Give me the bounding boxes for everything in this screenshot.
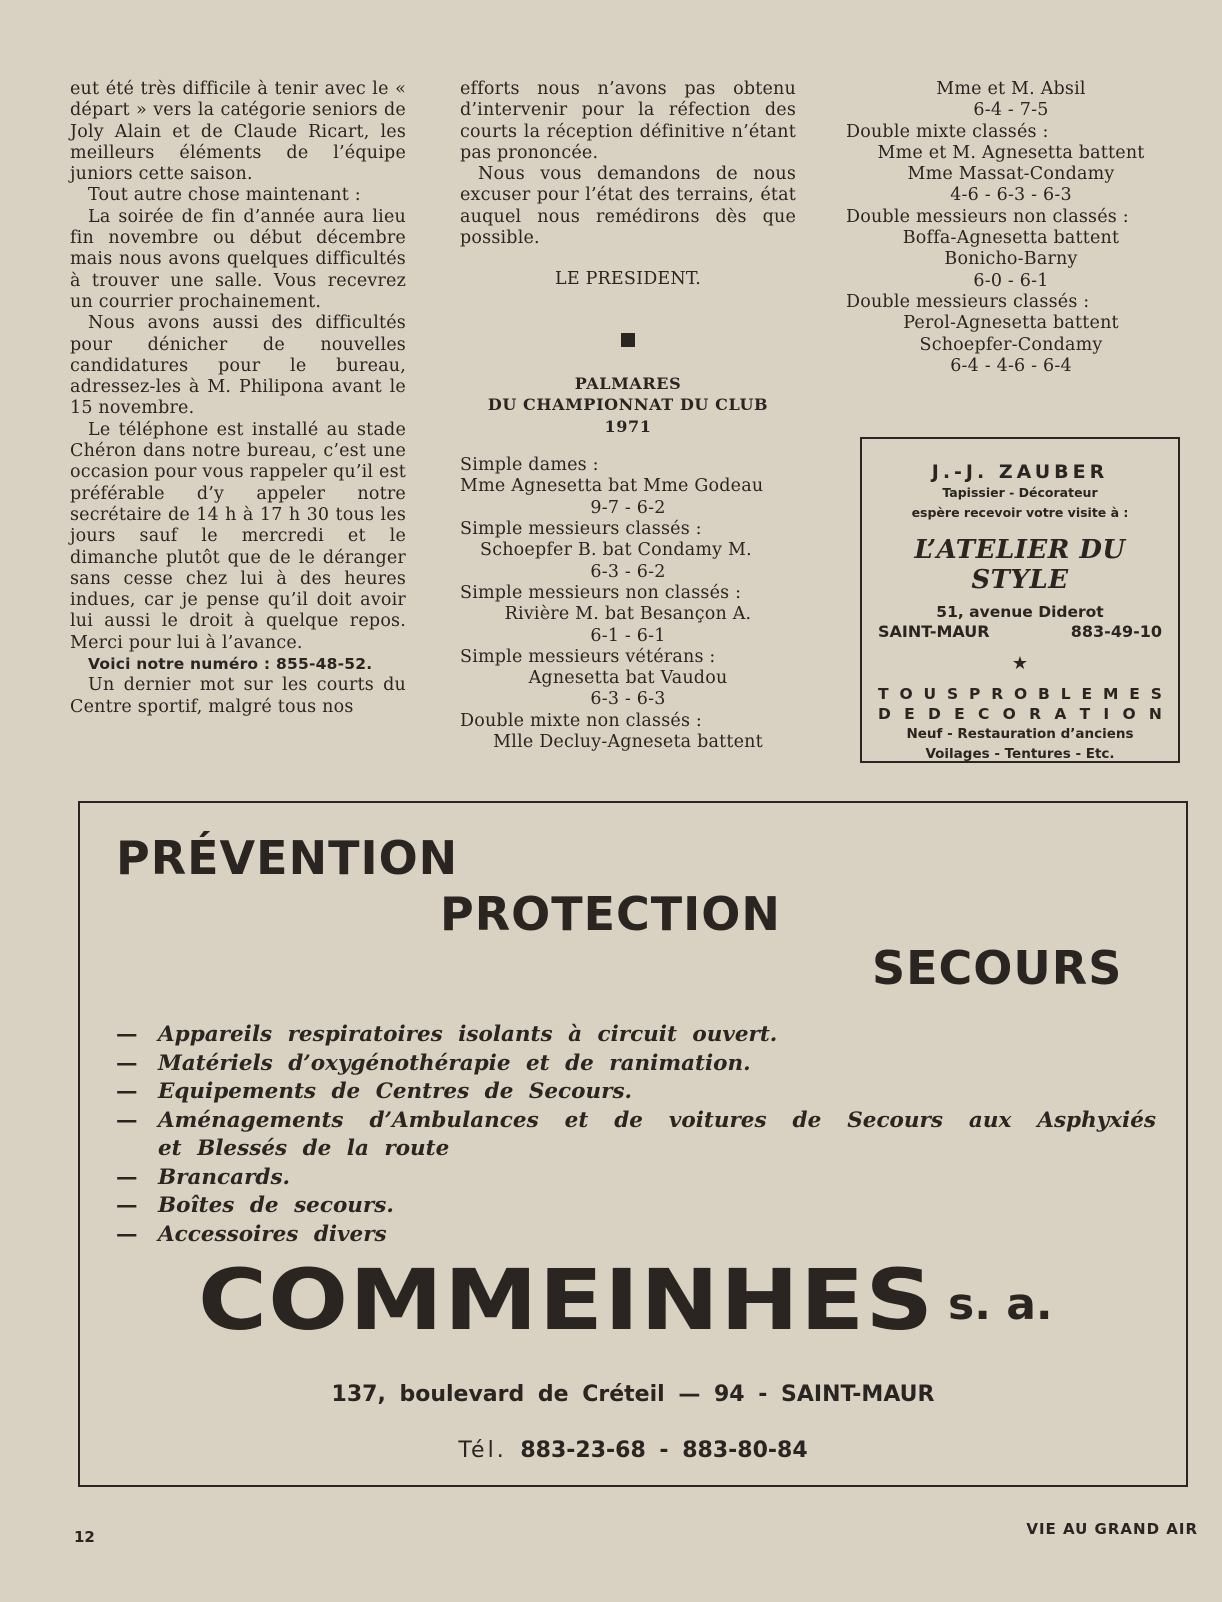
- list-item: [116, 1050, 1156, 1079]
- dash: —: [116, 1193, 138, 1218]
- result-line: Schoepfer B. bat Condamy M.: [480, 540, 752, 561]
- section-separator: [621, 333, 635, 347]
- list-item-text: Brancards.: [158, 1164, 291, 1190]
- article-column-1: [70, 79, 406, 718]
- list-item-text: Accessoires divers: [158, 1221, 387, 1247]
- palmares-year: 1971: [604, 416, 652, 436]
- list-item-text: Appareils respiratoires isolants à circuit ouvert.: [158, 1022, 778, 1047]
- paragraph: Le téléphone est installé au stade Chéron dans notre bureau, c’est une occasion pour vous rappeler qu’il est préférable d’y appeler notre secrétaire de 14 h à 17 h 30 tous les jours sauf le mercredi et le dimanche plutôt que de le déranger sans cesse chez lui à des heures indues, car je pense qu’il doit avoir lui aussi le droit à quelque repos. Merci pour lui à l’avance.: [70, 419, 406, 653]
- result-line: Mme Agnesetta bat Mme Godeau: [460, 476, 764, 497]
- heading-prevention: PRÉVENTION: [116, 831, 459, 885]
- list-item-text: Equipements de Centres de Secours.: [158, 1079, 633, 1104]
- result-line: Boffa-Agnesetta battent: [902, 228, 1120, 249]
- phone-label: Voici notre numéro :: [88, 655, 271, 674]
- list-item: [116, 1164, 1156, 1193]
- shop-street: 51, avenue Diderot: [936, 603, 1104, 621]
- dash: —: [116, 1107, 138, 1133]
- result-line: Bonicho-Barny: [944, 249, 1078, 270]
- list-item: [116, 1021, 1156, 1050]
- list-item: [116, 1221, 1156, 1250]
- article-column-3: [846, 79, 1176, 377]
- paragraph: Un dernier mot sur les courts du Centre sportif, malgré tous nos: [70, 675, 406, 717]
- shop-city: SAINT-MAUR: [878, 622, 990, 641]
- result-line: Mme Massat-Condamy: [907, 164, 1115, 185]
- result-line: Schoepfer-Condamy: [919, 334, 1103, 355]
- result-category: Double mixte non classés :: [460, 710, 702, 731]
- dash: —: [116, 1164, 138, 1190]
- dash: —: [116, 1079, 138, 1104]
- result-score: 6-0 - 6-1: [973, 270, 1049, 291]
- advertiser-name: J.-J. ZAUBER: [931, 461, 1109, 483]
- dash: —: [116, 1022, 138, 1047]
- list-item-text: Matériels d’oxygénothérapie et de ranimation.: [158, 1050, 751, 1076]
- phone-paragraph: [70, 654, 406, 675]
- commeinhes-advertisement: [78, 801, 1188, 1487]
- page-number: 12: [74, 1528, 95, 1546]
- dash: —: [116, 1221, 138, 1247]
- paragraph: La soirée de fin d’année aura lieu fin novembre ou début décembre mais nous avons quelques difficultés à trouver une salle. Vous recevrez un courrier prochainement.: [70, 206, 406, 312]
- heading-secours: SECOURS: [872, 941, 1123, 995]
- phone-numbers: 883-23-68 - 883-80-84: [520, 1438, 808, 1463]
- shop-phone: 883-49-10: [1070, 622, 1162, 641]
- palmares-heading-line: PALMARES: [574, 373, 682, 393]
- list-item: [116, 1107, 1156, 1136]
- slogan-line-1: T O U S P R O B L E M E S: [878, 685, 1162, 703]
- list-item-text: Aménagements d’Ambulances et de voitures de Secours aux Asphyxiés: [158, 1107, 1156, 1133]
- services-line: Neuf - Restauration d’anciens: [906, 726, 1134, 742]
- slogan-line-2: D E D E C O R A T I O N: [878, 705, 1162, 723]
- article-column-2: [460, 79, 796, 753]
- result-line: Perol-Agnesetta battent: [903, 313, 1119, 334]
- phone-number: 855-48-52.: [276, 655, 373, 674]
- star-icon: ★: [1011, 653, 1029, 674]
- result-category: Simple messieurs vétérans :: [460, 646, 716, 667]
- shop-city-phone: [862, 622, 1178, 641]
- result-category: Simple dames :: [460, 455, 599, 476]
- list-item-continuation: et Blessés de la route: [158, 1136, 450, 1161]
- palmares-heading-line: DU CHAMPIONNAT DU CLUB: [487, 395, 769, 415]
- result-score: 6-4 - 7-5: [973, 100, 1049, 121]
- heading-protection: PROTECTION: [440, 887, 781, 941]
- paragraph: Nous avons aussi des difficultés pour dénicher de nouvelles candidatures pour le bureau, adressez-les à M. Philipona avant le 15 novembre.: [70, 313, 406, 419]
- result-category: Double messieurs classés :: [846, 291, 1090, 312]
- paragraph: efforts nous n’avons pas obtenu d’intervenir pour la réfection des courts la réception définitive n’étant pas prononcée.: [460, 79, 796, 163]
- list-item-text: Boîtes de secours.: [158, 1193, 394, 1218]
- company-logo-text: COMMEINHES: [198, 1251, 935, 1349]
- phone-label: Tél.: [458, 1438, 507, 1463]
- result-category: Double messieurs non classés :: [846, 206, 1129, 227]
- zauber-advertisement: [860, 437, 1180, 763]
- paragraph: Nous vous demandons de nous excuser pour l’état des terrains, état auquel nous remédirons dès que possible.: [460, 164, 796, 249]
- paragraph: Tout autre chose maintenant :: [88, 185, 361, 206]
- list-item: [116, 1192, 1156, 1221]
- slogan: [862, 684, 1178, 724]
- result-category: Double mixte classés :: [846, 121, 1049, 142]
- result-score: 4-6 - 6-3 - 6-3: [950, 185, 1072, 206]
- company-address: 137, boulevard de Créteil — 94 - SAINT-MAUR: [331, 1382, 935, 1407]
- advertiser-invitation: espère recevoir votre visite à :: [911, 505, 1129, 520]
- product-list: [116, 1021, 1156, 1249]
- result-score: 6-3 - 6-3: [590, 689, 666, 710]
- services-line: Voilages - Tentures - Etc.: [925, 746, 1115, 762]
- advertiser-trade: Tapissier - Décorateur: [942, 485, 1098, 500]
- paragraph: eut été très difficile à tenir avec le « départ » vers la catégorie seniors de Joly Alain et de Claude Ricart, les meilleurs éléments de l’équipe juniors cette saison.: [70, 79, 406, 185]
- signature: LE PRESIDENT.: [555, 269, 701, 290]
- shop-name: L’ATELIER DU STYLE: [914, 535, 1126, 595]
- magazine-title: VIE AU GRAND AIR: [1026, 1520, 1198, 1538]
- result-line: Mlle Decluy-Agneseta battent: [493, 732, 763, 753]
- result-line: Rivière M. bat Besançon A.: [504, 604, 752, 625]
- palmares-heading: [460, 373, 796, 438]
- company-suffix: s. a.: [948, 1279, 1053, 1330]
- list-item: [116, 1078, 1156, 1107]
- result-score: 6-3 - 6-2: [590, 561, 666, 582]
- result-line: Mme et M. Absil: [936, 79, 1086, 99]
- result-category: Simple messieurs classés :: [460, 519, 702, 540]
- result-score: 6-4 - 4-6 - 6-4: [950, 355, 1072, 376]
- result-category: Simple messieurs non classés :: [460, 582, 742, 603]
- dash: —: [116, 1050, 138, 1076]
- result-score: 9-7 - 6-2: [590, 497, 666, 518]
- result-score: 6-1 - 6-1: [590, 625, 666, 646]
- result-line: Agnesetta bat Vaudou: [528, 668, 728, 689]
- result-line: Mme et M. Agnesetta battent: [877, 142, 1145, 163]
- company-phone: [80, 1438, 1186, 1463]
- results-list: [460, 455, 796, 753]
